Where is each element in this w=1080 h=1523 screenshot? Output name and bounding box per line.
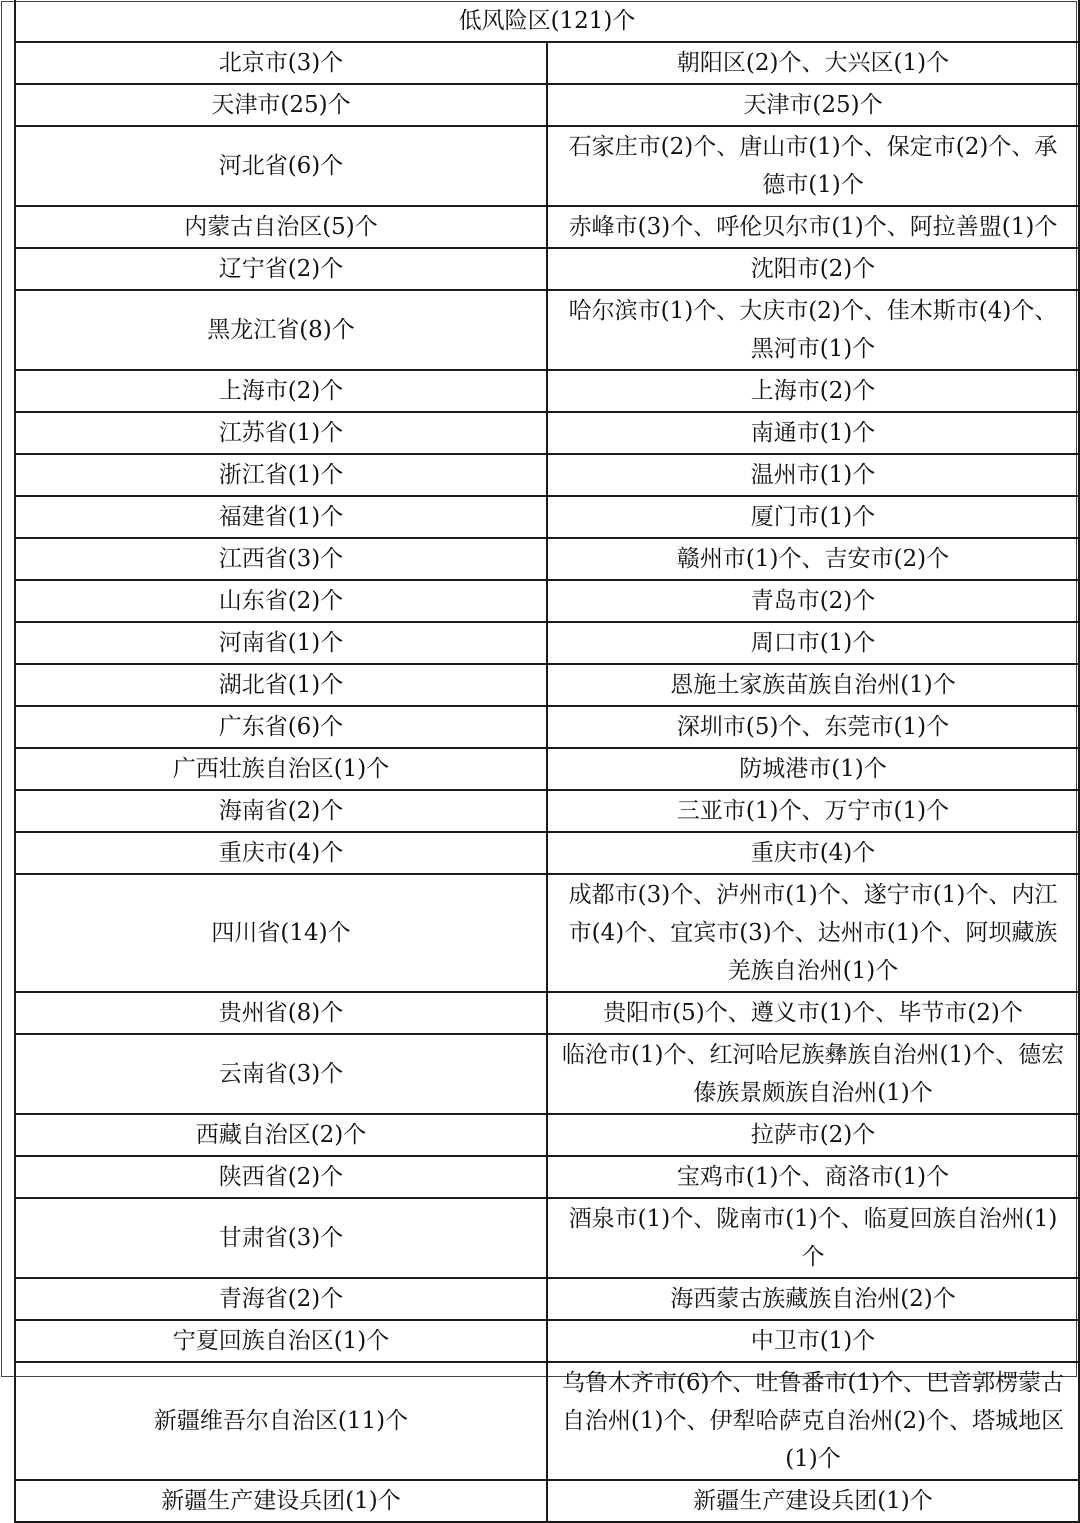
table-row xyxy=(15,1198,1079,1278)
cities-cell: 拉萨市(2)个 xyxy=(547,1114,1079,1156)
province-cell: 广西壮族自治区(1)个 xyxy=(15,748,547,790)
cities-cell: 酒泉市(1)个、陇南市(1)个、临夏回族自治州(1)个 xyxy=(547,1198,1079,1278)
cities-cell: 哈尔滨市(1)个、大庆市(2)个、佳木斯市(4)个、黑河市(1)个 xyxy=(547,290,1079,370)
cities-cell: 深圳市(5)个、东莞市(1)个 xyxy=(547,706,1079,748)
table-row xyxy=(15,1114,1079,1156)
table-row xyxy=(15,290,1079,370)
table-row xyxy=(15,832,1079,874)
table-row xyxy=(15,1320,1079,1362)
cities-cell: 朝阳区(2)个、大兴区(1)个 xyxy=(547,42,1079,84)
table-row xyxy=(15,206,1079,248)
table-row xyxy=(15,1480,1079,1522)
province-cell: 甘肃省(3)个 xyxy=(15,1198,547,1278)
province-cell: 宁夏回族自治区(1)个 xyxy=(15,1320,547,1362)
table-title: 低风险区(121)个 xyxy=(15,0,1079,42)
cities-cell: 临沧市(1)个、红河哈尼族彝族自治州(1)个、德宏傣族景颇族自治州(1)个 xyxy=(547,1034,1079,1114)
cities-cell: 新疆生产建设兵团(1)个 xyxy=(547,1480,1079,1522)
table-row xyxy=(15,248,1079,290)
table-row xyxy=(15,706,1079,748)
province-cell: 内蒙古自治区(5)个 xyxy=(15,206,547,248)
table-row xyxy=(15,496,1079,538)
table-row xyxy=(15,790,1079,832)
table-row xyxy=(15,1278,1079,1320)
province-cell: 浙江省(1)个 xyxy=(15,454,547,496)
cities-cell: 南通市(1)个 xyxy=(547,412,1079,454)
table-row xyxy=(15,748,1079,790)
table-row xyxy=(15,84,1079,126)
cities-cell: 青岛市(2)个 xyxy=(547,580,1079,622)
cities-cell: 恩施土家族苗族自治州(1)个 xyxy=(547,664,1079,706)
cities-cell: 宝鸡市(1)个、商洛市(1)个 xyxy=(547,1156,1079,1198)
table-row xyxy=(15,126,1079,206)
cities-cell: 赣州市(1)个、吉安市(2)个 xyxy=(547,538,1079,580)
cities-cell: 三亚市(1)个、万宁市(1)个 xyxy=(547,790,1079,832)
province-cell: 贵州省(8)个 xyxy=(15,992,547,1034)
table-row xyxy=(15,664,1079,706)
province-cell: 天津市(25)个 xyxy=(15,84,547,126)
province-cell: 黑龙江省(8)个 xyxy=(15,290,547,370)
cities-cell: 周口市(1)个 xyxy=(547,622,1079,664)
table-row xyxy=(15,370,1079,412)
province-cell: 辽宁省(2)个 xyxy=(15,248,547,290)
province-cell: 福建省(1)个 xyxy=(15,496,547,538)
table-row xyxy=(15,622,1079,664)
table-row xyxy=(15,454,1079,496)
table-row xyxy=(15,42,1079,84)
table-row xyxy=(15,874,1079,992)
province-cell: 江苏省(1)个 xyxy=(15,412,547,454)
table-title-row xyxy=(15,0,1079,42)
cities-cell: 赤峰市(3)个、呼伦贝尔市(1)个、阿拉善盟(1)个 xyxy=(547,206,1079,248)
table-row xyxy=(15,538,1079,580)
cities-cell: 海西蒙古族藏族自治州(2)个 xyxy=(547,1278,1079,1320)
cities-cell: 沈阳市(2)个 xyxy=(547,248,1079,290)
cities-cell: 石家庄市(2)个、唐山市(1)个、保定市(2)个、承德市(1)个 xyxy=(547,126,1079,206)
table-row xyxy=(15,1034,1079,1114)
cities-cell: 成都市(3)个、泸州市(1)个、遂宁市(1)个、内江市(4)个、宜宾市(3)个、达州市(1)个、阿坝藏族羌族自治州(1)个 xyxy=(547,874,1079,992)
province-cell: 海南省(2)个 xyxy=(15,790,547,832)
province-cell: 青海省(2)个 xyxy=(15,1278,547,1320)
table-row xyxy=(15,992,1079,1034)
table-row xyxy=(15,1156,1079,1198)
province-cell: 上海市(2)个 xyxy=(15,370,547,412)
province-cell: 江西省(3)个 xyxy=(15,538,547,580)
province-cell: 河北省(6)个 xyxy=(15,126,547,206)
cities-cell: 乌鲁木齐市(6)个、吐鲁番市(1)个、巴音郭楞蒙古自治州(1)个、伊犁哈萨克自治州(2)个、塔城地区(1)个 xyxy=(547,1362,1079,1480)
province-cell: 河南省(1)个 xyxy=(15,622,547,664)
province-cell: 北京市(3)个 xyxy=(15,42,547,84)
province-cell: 陕西省(2)个 xyxy=(15,1156,547,1198)
province-cell: 四川省(14)个 xyxy=(15,874,547,992)
province-cell: 西藏自治区(2)个 xyxy=(15,1114,547,1156)
cities-cell: 防城港市(1)个 xyxy=(547,748,1079,790)
province-cell: 云南省(3)个 xyxy=(15,1034,547,1114)
cities-cell: 上海市(2)个 xyxy=(547,370,1079,412)
table-row xyxy=(15,580,1079,622)
province-cell: 重庆市(4)个 xyxy=(15,832,547,874)
cities-cell: 重庆市(4)个 xyxy=(547,832,1079,874)
cities-cell: 贵阳市(5)个、遵义市(1)个、毕节市(2)个 xyxy=(547,992,1079,1034)
province-cell: 新疆维吾尔自治区(11)个 xyxy=(15,1362,547,1480)
table-row xyxy=(15,412,1079,454)
cities-cell: 厦门市(1)个 xyxy=(547,496,1079,538)
province-cell: 新疆生产建设兵团(1)个 xyxy=(15,1480,547,1522)
low-risk-area-table xyxy=(14,0,1080,1523)
province-cell: 广东省(6)个 xyxy=(15,706,547,748)
cities-cell: 温州市(1)个 xyxy=(547,454,1079,496)
cities-cell: 天津市(25)个 xyxy=(547,84,1079,126)
cities-cell: 中卫市(1)个 xyxy=(547,1320,1079,1362)
province-cell: 山东省(2)个 xyxy=(15,580,547,622)
province-cell: 湖北省(1)个 xyxy=(15,664,547,706)
